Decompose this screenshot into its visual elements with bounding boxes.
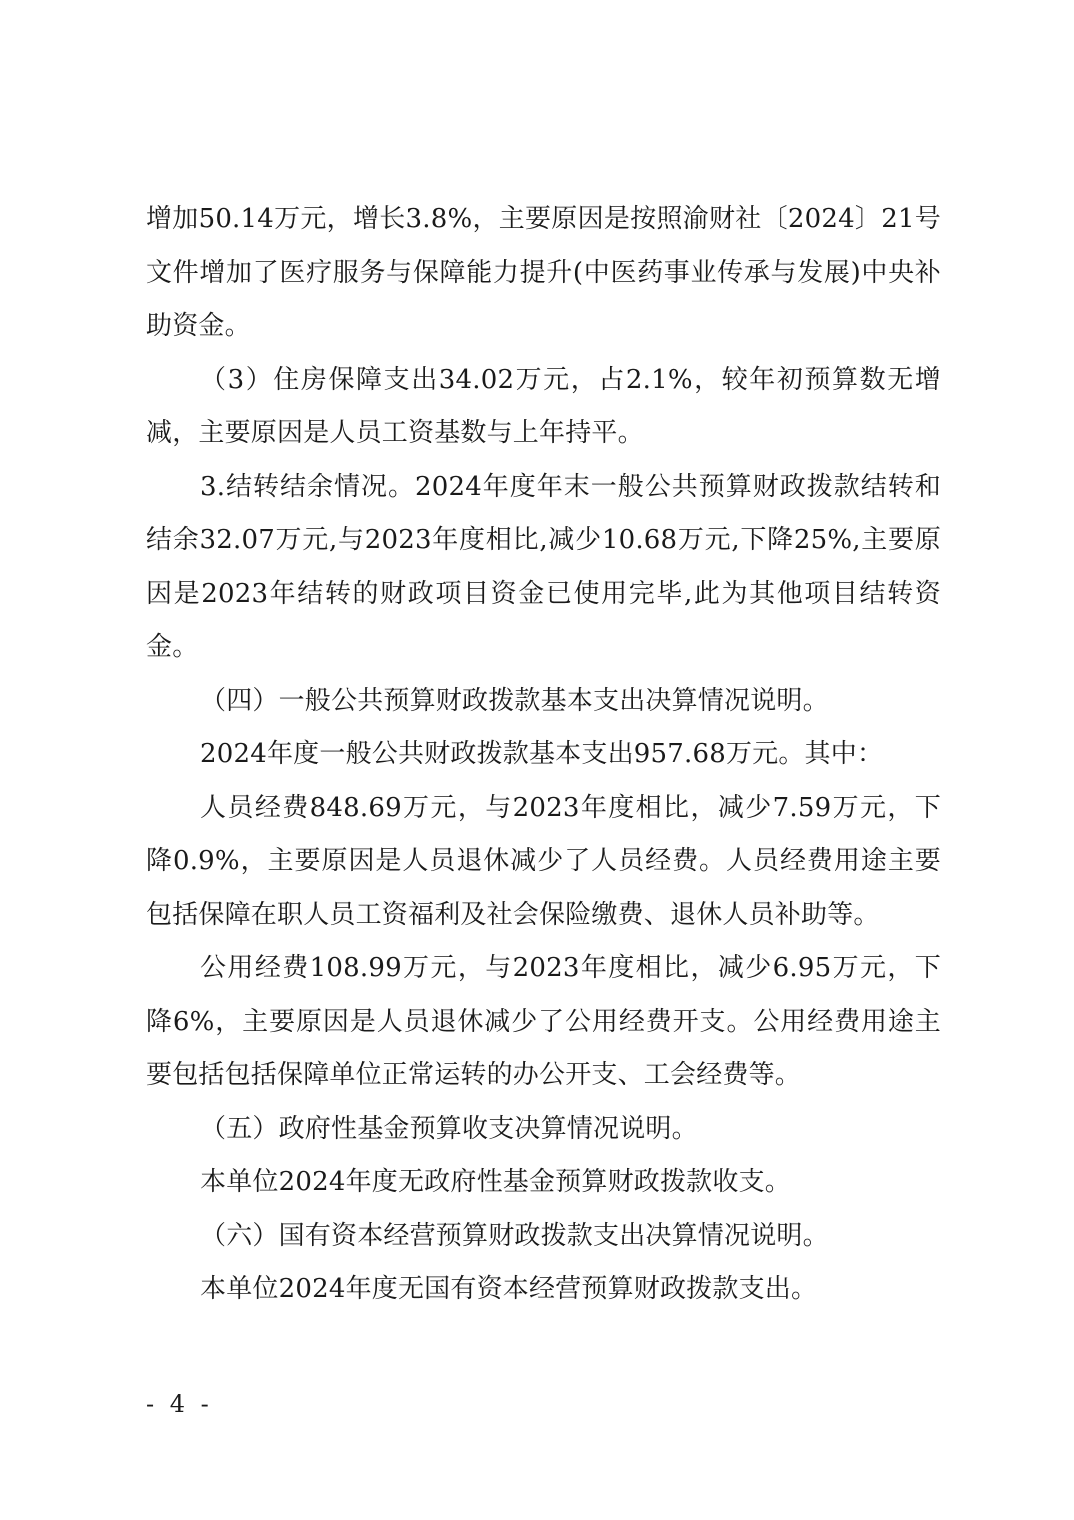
paragraph-continuation-health-funds: 增加50.14万元，增长3.8%，主要原因是按照渝财社〔2024〕21号文件增加了医疗服务与保障能力提升(中医药事业传承与发展)中央补助资金。	[146, 204, 941, 341]
paragraph-government-funds-none: 本单位2024年度无政府性基金预算财政拨款收支。	[200, 1167, 791, 1197]
paragraph-personnel-expenses: 人员经费848.69万元，与2023年度相比，减少7.59万元，下降0.9%，主要原因是人员退休减少了人员经费。人员经费用途主要包括保障在职人员工资福利及社会保险缴费、退休人员补助等。	[146, 792, 941, 930]
paragraph-state-capital-none: 本单位2024年度无国有资本经营预算财政拨款支出。	[200, 1274, 818, 1304]
document-body	[146, 193, 941, 1317]
section-heading-state-capital: （六）国有资本经营预算财政拨款支出决算情况说明。	[200, 1220, 829, 1251]
section-heading-government-funds: （五）政府性基金预算收支决算情况说明。	[200, 1113, 698, 1144]
paragraph-carryover-balance: 3.结转结余情况。2024年度年末一般公共预算财政拨款结转和结余32.07万元,与2023年度相比,减少10.68万元,下降25%,主要原因是2023年结转的财政项目资金已使用完毕,此为其他项目结转资金。	[146, 471, 941, 662]
paragraph-public-expenses: 公用经费108.99万元，与2023年度相比，减少6.95万元，下降6%，主要原因是人员退休减少了公用经费开支。公用经费用途主要包括包括保障单位正常运转的办公开支、工会经费等。	[146, 953, 941, 1090]
section-heading-basic-expenditure: （四）一般公共预算财政拨款基本支出决算情况说明。	[200, 685, 829, 716]
paragraph-basic-expenditure-total: 2024年度一般公共财政拨款基本支出957.68万元。其中：	[200, 739, 884, 769]
paragraph-housing-expenditure: （3）住房保障支出34.02万元，占2.1%，较年初预算数无增减，主要原因是人员工资基数与上年持平。	[146, 364, 941, 448]
page-number: - 4 -	[146, 1390, 213, 1418]
